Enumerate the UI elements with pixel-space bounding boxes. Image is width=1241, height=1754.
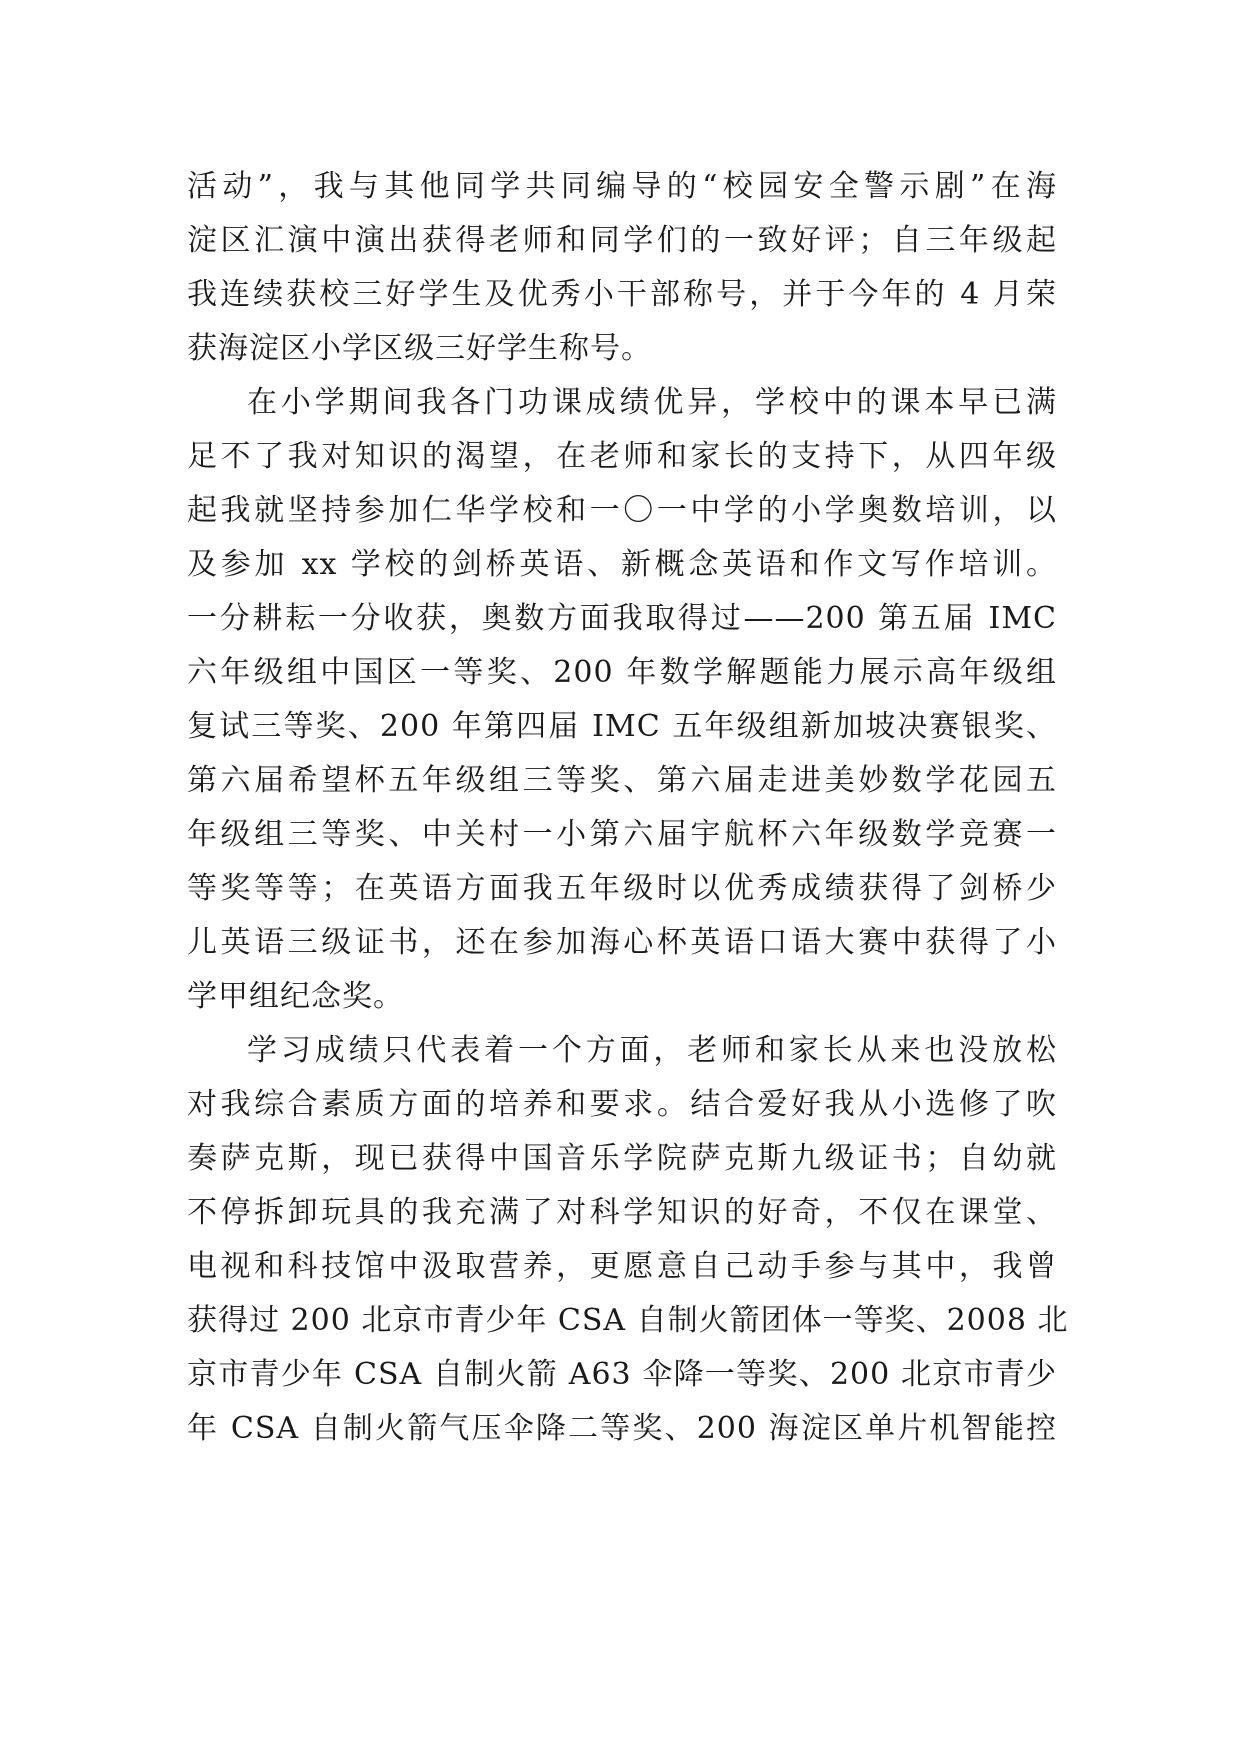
text-line: 不停拆卸玩具的我充满了对科学知识的好奇，不仅在课堂、 (187, 1195, 1057, 1230)
text-line: 获得过 200 北京市青少年 CSA 自制火箭团体一等奖、2008 北 (187, 1303, 1069, 1338)
text-line: 足不了我对知识的渴望，在老师和家长的支持下，从四年级 (187, 439, 1057, 474)
text-line: 获海淀区小学区级三好学生称号。 (187, 331, 652, 366)
document-body (187, 160, 1069, 1456)
text-line: 一分耕耘一分收获，奥数方面我取得过——200 第五届 IMC (187, 601, 1057, 636)
text-line: 学习成绩只代表着一个方面，老师和家长从来也没放松 (247, 1033, 1057, 1068)
text-line: 我连续获校三好学生及优秀小干部称号，并于今年的 4 月荣 (187, 277, 1057, 312)
text-line: 年级组三等奖、中关村一小第六届宇航杯六年级数学竞赛一 (187, 817, 1057, 852)
paragraph (187, 376, 1057, 1024)
text-line: 六年级组中国区一等奖、200 年数学解题能力展示高年级组 (187, 655, 1057, 690)
text-line: 京市青少年 CSA 自制火箭 A63 伞降一等奖、200 北京市青少 (187, 1357, 1057, 1392)
text-line: 在小学期间我各门功课成绩优异，学校中的课本早已满 (247, 385, 1057, 420)
text-line: 复试三等奖、200 年第四届 IMC 五年级组新加坡决赛银奖、 (187, 709, 1057, 744)
text-line: 学甲组纪念奖。 (187, 979, 404, 1014)
text-line: 奏萨克斯，现已获得中国音乐学院萨克斯九级证书；自幼就 (187, 1141, 1057, 1176)
text-line: 及参加 xx 学校的剑桥英语、新概念英语和作文写作培训。 (187, 547, 1057, 582)
text-line: 电视和科技馆中汲取营养，更愿意自己动手参与其中，我曾 (187, 1249, 1057, 1284)
paragraph (187, 160, 1057, 376)
paragraph (187, 1024, 1069, 1456)
text-line: 第六届希望杯五年级组三等奖、第六届走进美妙数学花园五 (187, 763, 1057, 798)
text-line: 淀区汇演中演出获得老师和同学们的一致好评；自三年级起 (187, 223, 1057, 258)
text-line: 起我就坚持参加仁华学校和一〇一中学的小学奥数培训，以 (187, 493, 1057, 528)
text-line: 儿英语三级证书，还在参加海心杯英语口语大赛中获得了小 (187, 925, 1057, 960)
text-line: 等奖等等；在英语方面我五年级时以优秀成绩获得了剑桥少 (187, 871, 1057, 906)
text-line: 活动”，我与其他同学共同编导的“校园安全警示剧”在海 (187, 169, 1057, 204)
text-line: 年 CSA 自制火箭气压伞降二等奖、200 海淀区单片机智能控 (187, 1411, 1057, 1446)
text-line: 对我综合素质方面的培养和要求。结合爱好我从小选修了吹 (187, 1087, 1057, 1122)
